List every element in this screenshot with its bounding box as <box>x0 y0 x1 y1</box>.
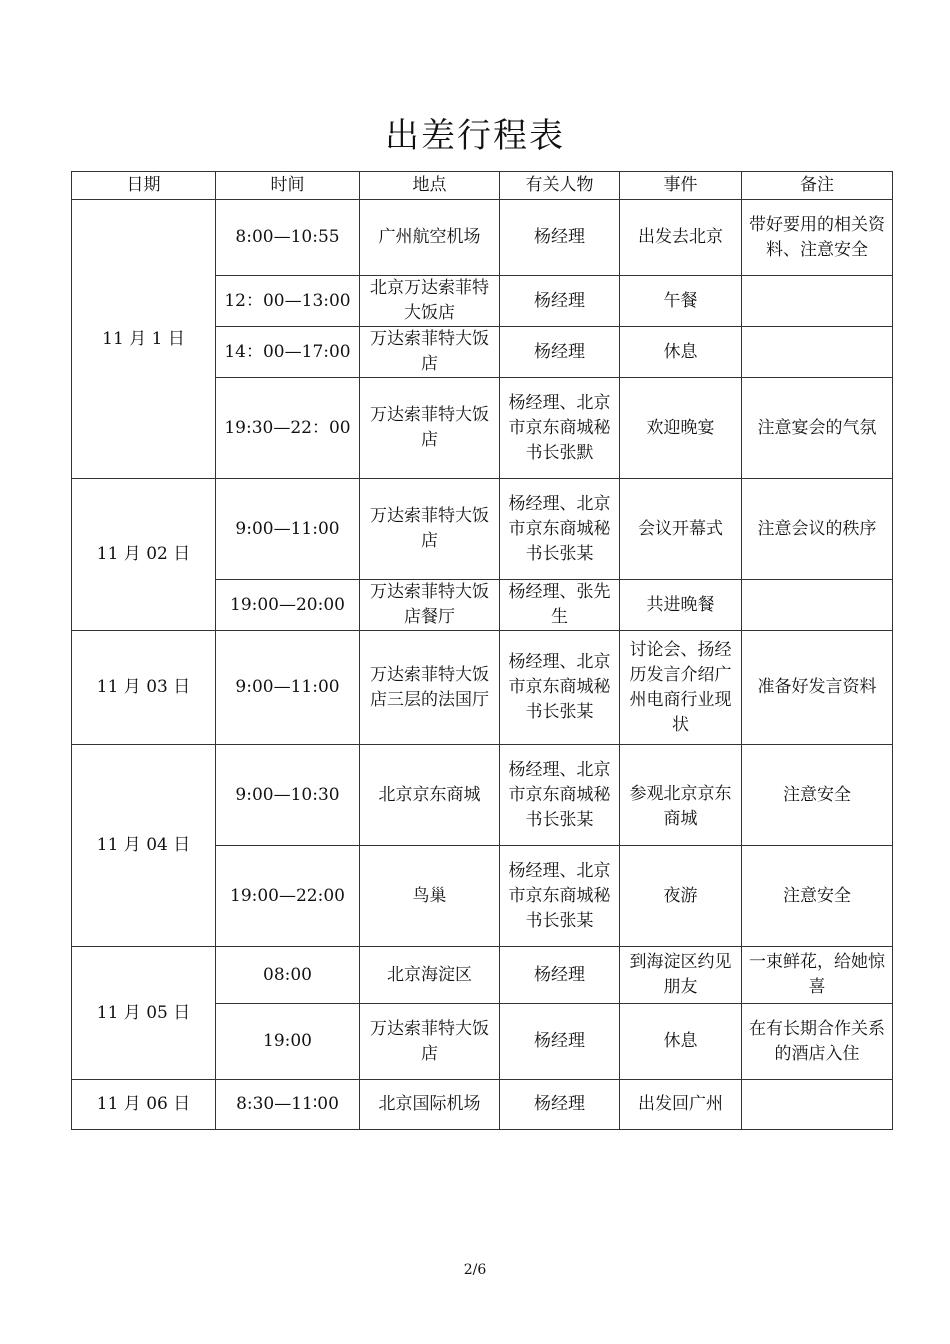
note-cell: 在有长期合作关系的酒店入住 <box>742 1004 893 1080</box>
place-cell: 万达索菲特大饭店 <box>360 378 500 479</box>
people-cell: 杨经理、北京市京东商城秘书长张某 <box>500 846 620 947</box>
date-cell: 11 月 04 日 <box>72 745 216 947</box>
time-cell: 9:00—10:30 <box>216 745 360 846</box>
table-row <box>72 479 893 580</box>
event-cell: 出发去北京 <box>620 200 742 276</box>
header-people: 有关人物 <box>500 172 620 200</box>
people-cell: 杨经理 <box>500 200 620 276</box>
place-cell: 广州航空机场 <box>360 200 500 276</box>
place-cell: 万达索菲特大饭店 <box>360 1004 500 1080</box>
people-cell: 杨经理 <box>500 1080 620 1130</box>
note-cell: 一束鲜花，给她惊喜 <box>742 947 893 1004</box>
event-cell: 休息 <box>620 1004 742 1080</box>
table-row <box>72 631 893 745</box>
event-cell: 到海淀区约见朋友 <box>620 947 742 1004</box>
event-cell: 休息 <box>620 327 742 378</box>
people-cell: 杨经理、北京市京东商城秘书长张某 <box>500 745 620 846</box>
event-cell: 会议开幕式 <box>620 479 742 580</box>
note-cell: 注意安全 <box>742 846 893 947</box>
note-cell: 准备好发言资料 <box>742 631 893 745</box>
event-cell: 讨论会、扬经历发言介绍广州电商行业现状 <box>620 631 742 745</box>
header-time: 时间 <box>216 172 360 200</box>
event-cell: 午餐 <box>620 276 742 327</box>
page-title: 出差行程表 <box>385 116 565 156</box>
time-cell: 9:00—11:00 <box>216 631 360 745</box>
header-note: 备注 <box>742 172 893 200</box>
note-cell <box>742 580 893 631</box>
header-place: 地点 <box>360 172 500 200</box>
event-cell: 参观北京京东商城 <box>620 745 742 846</box>
people-cell: 杨经理 <box>500 276 620 327</box>
time-cell: 19:00—20:00 <box>216 580 360 631</box>
note-cell: 注意安全 <box>742 745 893 846</box>
place-cell: 万达索菲特大饭店 <box>360 479 500 580</box>
note-cell: 注意会议的秩序 <box>742 479 893 580</box>
date-cell: 11 月 1 日 <box>72 200 216 479</box>
time-cell: 8:30—11∶00 <box>216 1080 360 1130</box>
time-cell: 08:00 <box>216 947 360 1004</box>
place-cell: 万达索菲特大饭店 <box>360 327 500 378</box>
date-cell: 11 月 06 日 <box>72 1080 216 1130</box>
table-row <box>72 200 893 276</box>
note-cell: 注意宴会的气氛 <box>742 378 893 479</box>
people-cell: 杨经理 <box>500 947 620 1004</box>
note-cell <box>742 327 893 378</box>
note-cell: 带好要用的相关资料、注意安全 <box>742 200 893 276</box>
event-cell: 欢迎晚宴 <box>620 378 742 479</box>
date-cell: 11 月 02 日 <box>72 479 216 631</box>
event-cell: 共进晚餐 <box>620 580 742 631</box>
time-cell: 19:30—22：00 <box>216 378 360 479</box>
table-row <box>72 1080 893 1130</box>
time-cell: 9:00—11:00 <box>216 479 360 580</box>
time-cell: 14：00—17:00 <box>216 327 360 378</box>
place-cell: 北京海淀区 <box>360 947 500 1004</box>
place-cell: 万达索菲特大饭店三层的法国厅 <box>360 631 500 745</box>
table-row <box>72 947 893 1004</box>
time-cell: 19:00 <box>216 1004 360 1080</box>
time-cell: 12：00—13:00 <box>216 276 360 327</box>
people-cell: 杨经理、北京市京东商城秘书长张默 <box>500 378 620 479</box>
event-cell: 夜游 <box>620 846 742 947</box>
note-cell <box>742 276 893 327</box>
date-cell: 11 月 05 日 <box>72 947 216 1080</box>
itinerary-table <box>71 171 893 1130</box>
date-cell: 11 月 03 日 <box>72 631 216 745</box>
people-cell: 杨经理、北京市京东商城秘书长张某 <box>500 479 620 580</box>
people-cell: 杨经理、北京市京东商城秘书长张某 <box>500 631 620 745</box>
page-number: 2/6 <box>463 1262 487 1278</box>
note-cell <box>742 1080 893 1130</box>
place-cell: 北京京东商城 <box>360 745 500 846</box>
event-cell: 出发回广州 <box>620 1080 742 1130</box>
people-cell: 杨经理 <box>500 327 620 378</box>
table-header-row <box>72 172 893 200</box>
table-row <box>72 745 893 846</box>
time-cell: 8:00—10:55 <box>216 200 360 276</box>
header-event: 事件 <box>620 172 742 200</box>
place-cell: 鸟巢 <box>360 846 500 947</box>
place-cell: 北京万达索菲特大饭店 <box>360 276 500 327</box>
header-date: 日期 <box>72 172 216 200</box>
people-cell: 杨经理、张先生 <box>500 580 620 631</box>
people-cell: 杨经理 <box>500 1004 620 1080</box>
time-cell: 19:00—22:00 <box>216 846 360 947</box>
place-cell: 北京国际机场 <box>360 1080 500 1130</box>
place-cell: 万达索菲特大饭店餐厅 <box>360 580 500 631</box>
